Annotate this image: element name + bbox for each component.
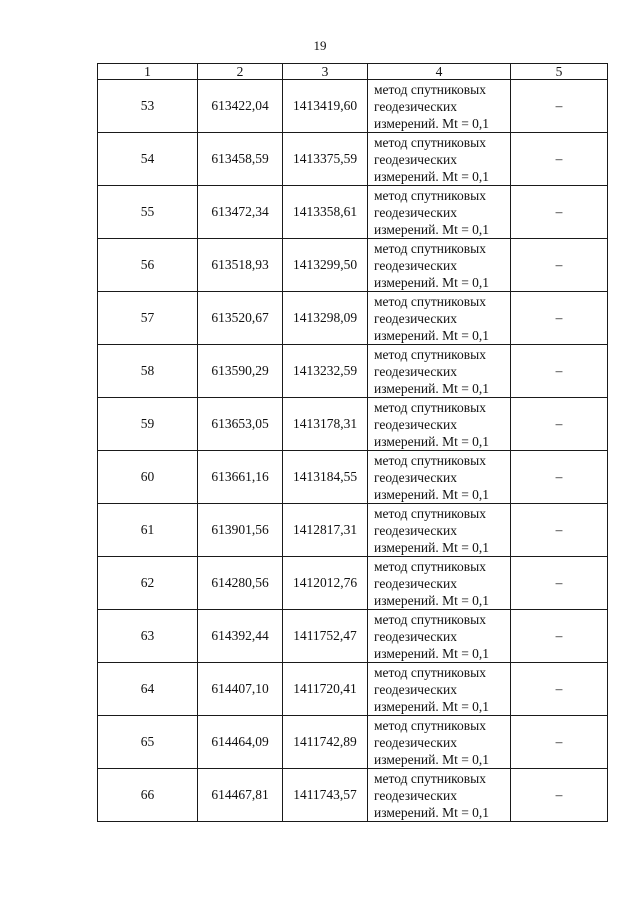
point-number-cell: 55 [98, 186, 198, 239]
note-cell: – [511, 557, 608, 610]
table-row [98, 186, 608, 239]
table-row [98, 504, 608, 557]
point-number-cell: 61 [98, 504, 198, 557]
table-row [98, 80, 608, 133]
table-row [98, 133, 608, 186]
method-cell: метод спутниковых геодезических измерений. Mt = 0,1 [368, 186, 511, 239]
point-number-cell: 65 [98, 716, 198, 769]
x-coordinate-cell: 613661,16 [198, 451, 283, 504]
method-cell: метод спутниковых геодезических измерений. Mt = 0,1 [368, 292, 511, 345]
point-number-cell: 59 [98, 398, 198, 451]
header-col-4: 4 [368, 64, 511, 80]
y-coordinate-cell: 1411752,47 [283, 610, 368, 663]
table-body [98, 80, 608, 822]
x-coordinate-cell: 613653,05 [198, 398, 283, 451]
x-coordinate-cell: 613520,67 [198, 292, 283, 345]
method-cell: метод спутниковых геодезических измерений. Mt = 0,1 [368, 80, 511, 133]
point-number-cell: 63 [98, 610, 198, 663]
note-cell: – [511, 610, 608, 663]
header-col-2: 2 [198, 64, 283, 80]
note-cell: – [511, 292, 608, 345]
header-row [98, 64, 608, 80]
x-coordinate-cell: 613590,29 [198, 345, 283, 398]
x-coordinate-cell: 614407,10 [198, 663, 283, 716]
y-coordinate-cell: 1412012,76 [283, 557, 368, 610]
table-row [98, 663, 608, 716]
note-cell: – [511, 239, 608, 292]
method-cell: метод спутниковых геодезических измерений. Mt = 0,1 [368, 504, 511, 557]
y-coordinate-cell: 1413299,50 [283, 239, 368, 292]
y-coordinate-cell: 1413178,31 [283, 398, 368, 451]
x-coordinate-cell: 613422,04 [198, 80, 283, 133]
note-cell: – [511, 769, 608, 822]
point-number-cell: 66 [98, 769, 198, 822]
y-coordinate-cell: 1411742,89 [283, 716, 368, 769]
point-number-cell: 58 [98, 345, 198, 398]
method-cell: метод спутниковых геодезических измерений. Mt = 0,1 [368, 610, 511, 663]
note-cell: – [511, 133, 608, 186]
x-coordinate-cell: 614392,44 [198, 610, 283, 663]
method-cell: метод спутниковых геодезических измерений. Mt = 0,1 [368, 451, 511, 504]
note-cell: – [511, 451, 608, 504]
point-number-cell: 54 [98, 133, 198, 186]
method-cell: метод спутниковых геодезических измерений. Mt = 0,1 [368, 133, 511, 186]
table-row [98, 292, 608, 345]
method-cell: метод спутниковых геодезических измерений. Mt = 0,1 [368, 398, 511, 451]
x-coordinate-cell: 613472,34 [198, 186, 283, 239]
method-cell: метод спутниковых геодезических измерений. Mt = 0,1 [368, 663, 511, 716]
note-cell: – [511, 663, 608, 716]
point-number-cell: 64 [98, 663, 198, 716]
table-row [98, 769, 608, 822]
method-cell: метод спутниковых геодезических измерений. Mt = 0,1 [368, 239, 511, 292]
x-coordinate-cell: 614280,56 [198, 557, 283, 610]
table-row [98, 345, 608, 398]
header-col-5: 5 [511, 64, 608, 80]
x-coordinate-cell: 613901,56 [198, 504, 283, 557]
coordinates-table [97, 63, 608, 822]
point-number-cell: 62 [98, 557, 198, 610]
method-cell: метод спутниковых геодезических измерений. Mt = 0,1 [368, 769, 511, 822]
x-coordinate-cell: 614464,09 [198, 716, 283, 769]
y-coordinate-cell: 1412817,31 [283, 504, 368, 557]
y-coordinate-cell: 1413358,61 [283, 186, 368, 239]
point-number-cell: 53 [98, 80, 198, 133]
table-row [98, 398, 608, 451]
x-coordinate-cell: 613458,59 [198, 133, 283, 186]
method-cell: метод спутниковых геодезических измерений. Mt = 0,1 [368, 345, 511, 398]
y-coordinate-cell: 1413375,59 [283, 133, 368, 186]
note-cell: – [511, 80, 608, 133]
note-cell: – [511, 186, 608, 239]
x-coordinate-cell: 613518,93 [198, 239, 283, 292]
method-cell: метод спутниковых геодезических измерений. Mt = 0,1 [368, 557, 511, 610]
table-row [98, 716, 608, 769]
table-row [98, 557, 608, 610]
method-cell: метод спутниковых геодезических измерений. Mt = 0,1 [368, 716, 511, 769]
table-row [98, 610, 608, 663]
point-number-cell: 56 [98, 239, 198, 292]
header-col-3: 3 [283, 64, 368, 80]
table-header [98, 64, 608, 80]
page-number: 19 [313, 38, 327, 53]
point-number-cell: 60 [98, 451, 198, 504]
y-coordinate-cell: 1413419,60 [283, 80, 368, 133]
y-coordinate-cell: 1411720,41 [283, 663, 368, 716]
point-number-cell: 57 [98, 292, 198, 345]
table-row [98, 451, 608, 504]
header-col-1: 1 [98, 64, 198, 80]
x-coordinate-cell: 614467,81 [198, 769, 283, 822]
table-row [98, 239, 608, 292]
note-cell: – [511, 398, 608, 451]
note-cell: – [511, 716, 608, 769]
note-cell: – [511, 504, 608, 557]
y-coordinate-cell: 1413298,09 [283, 292, 368, 345]
y-coordinate-cell: 1413232,59 [283, 345, 368, 398]
note-cell: – [511, 345, 608, 398]
y-coordinate-cell: 1411743,57 [283, 769, 368, 822]
y-coordinate-cell: 1413184,55 [283, 451, 368, 504]
